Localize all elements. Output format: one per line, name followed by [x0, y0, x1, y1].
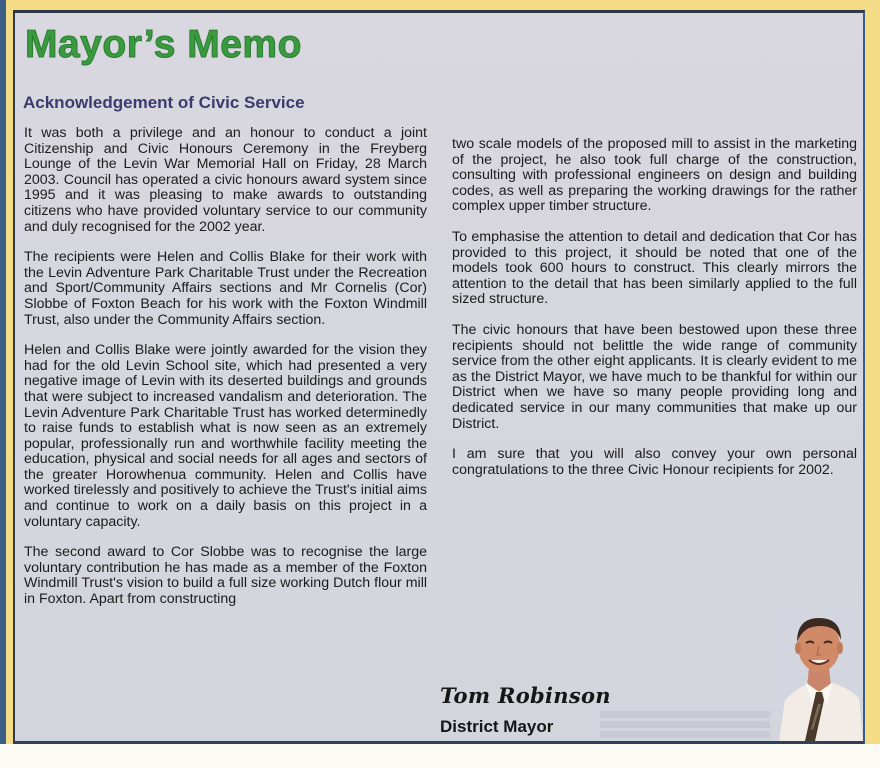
mayors-memo-panel — [13, 10, 865, 744]
mayor-portrait-photo — [775, 608, 863, 741]
paragraph: two scale models of the proposed mill to assist in the marketing of the project, he also took full charge of the construction, consulting with professional engineers on design and building codes, as well as preparing the working drawings for the rather complex upper timber structure. — [452, 136, 857, 215]
paragraph: Helen and Collis Blake were jointly awarded for the vision they had for the old Levin School site, which had presented a very negative image of Levin with its deserted buildings and grounds that were subject to increased vandalism and deterioration. The Levin Adventure Park Charitable Trust has worked determinedly to raise funds to establish what is now seen as an extremely popular, professionally run and worthwhile facility meeting the education, physical and social needs for all ages and sectors of the greater Horowhenua community. Helen and Collis have worked tirelessly and positively to achieve the Trust's initial aims and continue to work on a daily basis on this project in a voluntary capacity. — [24, 342, 427, 530]
portrait-icon — [775, 608, 863, 741]
bleed-through-text — [600, 711, 770, 739]
signature-name: Tom Robinson — [440, 683, 611, 708]
paragraph: To emphasise the attention to detail and dedication that Cor has provided to this project, it should be noted that one of the models took 600 hours to construct. This clearly mirrors the attention to the detail that has been similarly applied to the full sized structure. — [452, 228, 857, 308]
signature-role: District Mayor — [440, 717, 554, 736]
paragraph: I am sure that you will also convey your own personal congratulations to the three Civic Honour recipients for 2002. — [452, 446, 857, 478]
paper-margin — [0, 744, 880, 768]
right-column — [452, 137, 857, 493]
paragraph: It was both a privilege and an honour to conduct a joint Citizenship and Civic Honours Ceremony in the Freyberg Lounge of the Levin War Memorial Hall on Friday, 28 March 2003. Council has operated a civic honours award system since 1995 and it was pleasing to make awards to outstanding citizens who have provided voluntary service to our community and duly recognised for the 2002 year. — [24, 125, 427, 235]
paragraph: The recipients were Helen and Collis Blake for their work with the Levin Adventure Park Charitable Trust under the Recreation and Sport/Community Affairs sections and Mr Cornelis (Cor) Slobbe of Foxton Beach for his work with the Foxton Windmill Trust, also under the Community Affairs section. — [24, 249, 427, 328]
page-title: Mayor’s Memo — [25, 23, 302, 66]
left-column — [24, 126, 427, 623]
page-edge-strip — [0, 0, 6, 768]
article-subtitle: Acknowledgement of Civic Service — [23, 93, 305, 112]
paragraph: The second award to Cor Slobbe was to recognise the large voluntary contribution he has made as a member of the Foxton Windmill Trust's vision to build a full size working Dutch flour mill in Foxton. Apart from constructing — [24, 544, 427, 608]
paragraph: The civic honours that have been bestowed upon these three recipients should not belittle the wide range of community service from the other eight applicants. It is clearly evident to me as the District Mayor, we have much to be thankful for within our District when we have so many people providing long and dedicated service in our many communities that make up our District. — [452, 321, 857, 432]
